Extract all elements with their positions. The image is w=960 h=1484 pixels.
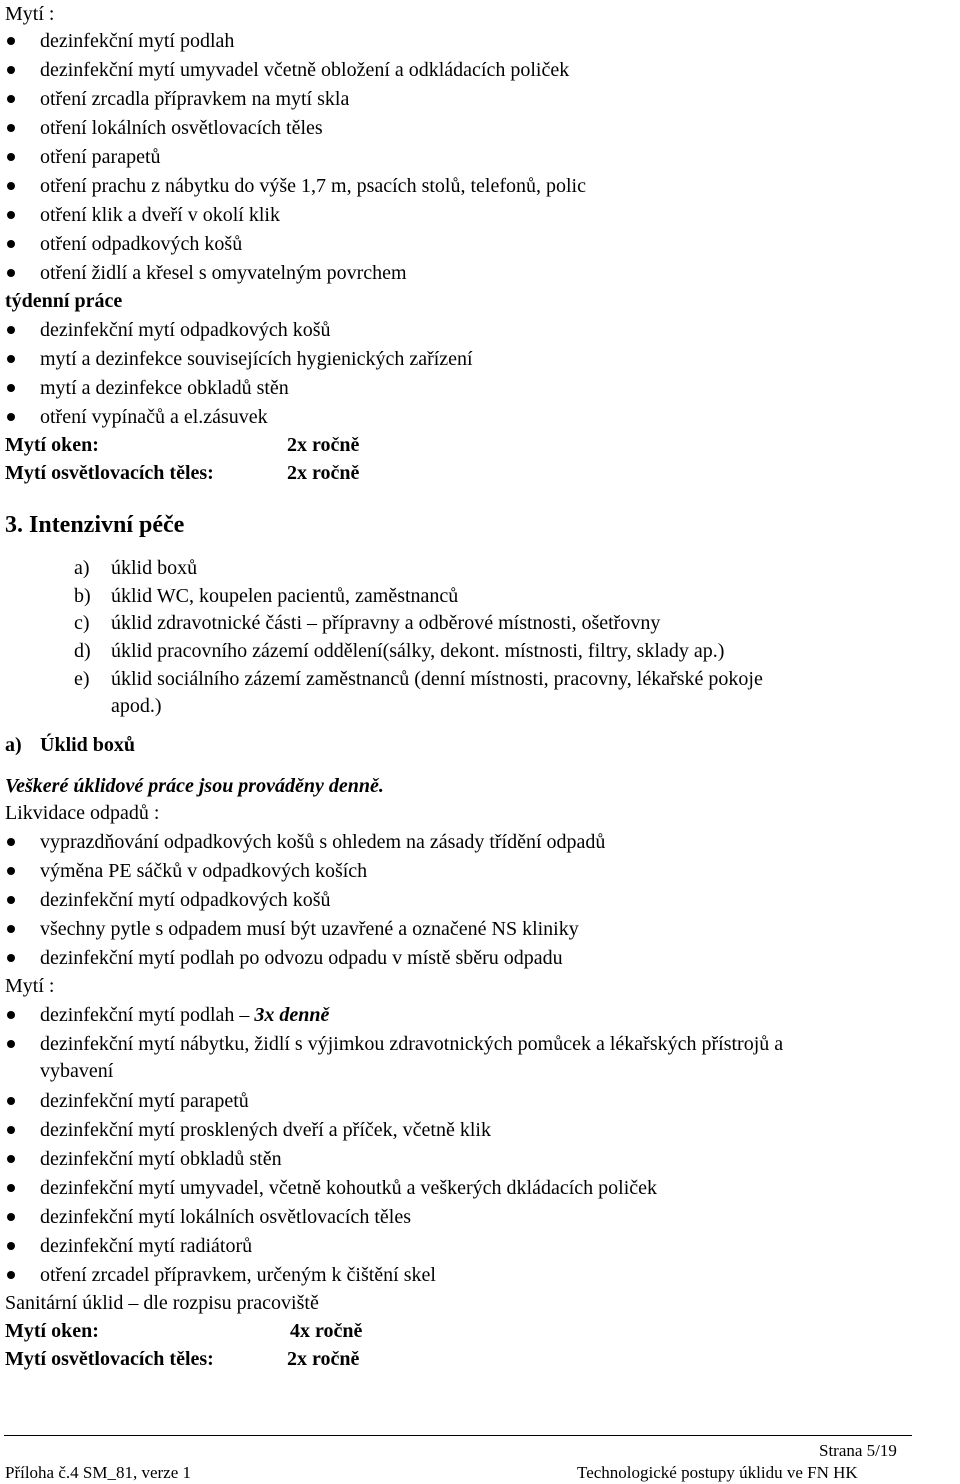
bullet bbox=[7, 240, 15, 248]
list-item: otření židlí a křesel s omyvatelným povrchem bbox=[40, 262, 407, 284]
windows-value: 2x ročně bbox=[287, 434, 360, 456]
list-item: dezinfekční mytí radiátorů bbox=[40, 1235, 253, 1257]
bullet bbox=[7, 384, 15, 392]
bullet bbox=[7, 1126, 15, 1134]
windows-value: 4x ročně bbox=[290, 1320, 363, 1342]
footer-right: Technologické postupy úklidu ve FN HK bbox=[577, 1463, 858, 1482]
bullet bbox=[7, 838, 15, 846]
list-letter: c) bbox=[74, 612, 90, 634]
list-item-continuation: apod.) bbox=[111, 695, 162, 717]
bullet bbox=[7, 211, 15, 219]
windows-label: Mytí oken: bbox=[5, 1320, 99, 1342]
page-number: Strana 5/19 bbox=[819, 1441, 897, 1460]
daily-note: Veškeré úklidové práce jsou prováděny denně. bbox=[5, 775, 384, 797]
bullet bbox=[7, 1155, 15, 1163]
list-item: dezinfekční mytí podlah po odvozu odpadu v místě sběru odpadu bbox=[40, 947, 563, 969]
bullet bbox=[7, 413, 15, 421]
waste-label: Likvidace odpadů : bbox=[5, 802, 160, 824]
list-item: dezinfekční mytí umyvadel včetně obložení a odkládacích poliček bbox=[40, 59, 570, 81]
sanitary-note: Sanitární úklid – dle rozpisu pracoviště bbox=[5, 1292, 319, 1314]
list-item: mytí a dezinfekce souvisejících hygienických zařízení bbox=[40, 348, 473, 370]
list-item-text: dezinfekční mytí podlah – bbox=[40, 1004, 250, 1026]
bullet bbox=[7, 1040, 15, 1048]
bullet bbox=[7, 954, 15, 962]
list-item: otření prachu z nábytku do výše 1,7 m, psacích stolů, telefonů, polic bbox=[40, 175, 586, 197]
section-heading: 3. Intenzivní péče bbox=[5, 512, 185, 538]
list-item bbox=[40, 1003, 329, 1027]
bullet bbox=[7, 182, 15, 190]
bullet bbox=[7, 925, 15, 933]
list-item: dezinfekční mytí prosklených dveří a příček, včetně klik bbox=[40, 1119, 491, 1141]
subsection-title: Úklid boxů bbox=[40, 734, 136, 756]
list-item: úklid pracovního zázemí oddělení(sálky, dekont. místnosti, filtry, sklady ap.) bbox=[111, 640, 725, 662]
bullet bbox=[7, 1242, 15, 1250]
bullet bbox=[7, 1097, 15, 1105]
list-item: otření odpadkových košů bbox=[40, 233, 243, 255]
list-item: vyprazdňování odpadkových košů s ohledem na zásady třídění odpadů bbox=[40, 831, 606, 853]
lights-label: Mytí osvětlovacích těles: bbox=[5, 462, 214, 484]
list-item: dezinfekční mytí lokálních osvětlovacích těles bbox=[40, 1206, 411, 1228]
lights-value: 2x ročně bbox=[287, 462, 360, 484]
list-item: mytí a dezinfekce obkladů stěn bbox=[40, 377, 289, 399]
footer-rule bbox=[4, 1435, 912, 1436]
list-item: dezinfekční mytí odpadkových košů bbox=[40, 319, 331, 341]
lights-value: 2x ročně bbox=[287, 1348, 360, 1370]
list-item: všechny pytle s odpadem musí být uzavřené a označené NS kliniky bbox=[40, 918, 579, 940]
list-item-continuation: vybavení bbox=[40, 1060, 114, 1082]
list-item: dezinfekční mytí obkladů stěn bbox=[40, 1148, 282, 1170]
list-item: otření klik a dveří v okolí klik bbox=[40, 204, 280, 226]
bullet bbox=[7, 37, 15, 45]
bullet bbox=[7, 153, 15, 161]
list-item: otření parapetů bbox=[40, 146, 161, 168]
bullet bbox=[7, 1011, 15, 1019]
list-letter: e) bbox=[74, 668, 90, 690]
bullet bbox=[7, 95, 15, 103]
bullet bbox=[7, 355, 15, 363]
subsection-letter: a) bbox=[5, 734, 22, 756]
bullet bbox=[7, 1271, 15, 1279]
bullet bbox=[7, 867, 15, 875]
list-item: úklid boxů bbox=[111, 557, 198, 579]
bullet bbox=[7, 1213, 15, 1221]
bullet bbox=[7, 1184, 15, 1192]
list-item: dezinfekční mytí nábytku, židlí s výjimkou zdravotnických pomůcek a lékařských přístrojů a bbox=[40, 1033, 784, 1055]
list-letter: a) bbox=[74, 557, 90, 579]
bullet bbox=[7, 124, 15, 132]
list-item: otření zrcadel přípravkem, určeným k čištění skel bbox=[40, 1264, 436, 1286]
section-label-myti: Mytí : bbox=[5, 975, 55, 997]
bullet bbox=[7, 326, 15, 334]
bullet bbox=[7, 66, 15, 74]
list-item: dezinfekční mytí podlah bbox=[40, 30, 235, 52]
list-item: otření lokálních osvětlovacích těles bbox=[40, 117, 323, 139]
list-item: otření zrcadla přípravkem na mytí skla bbox=[40, 88, 350, 110]
bullet bbox=[7, 269, 15, 277]
list-item: úklid WC, koupelen pacientů, zaměstnanců bbox=[111, 585, 459, 607]
section-label-myti: Mytí : bbox=[5, 3, 55, 25]
list-letter: d) bbox=[74, 640, 91, 662]
list-item: otření vypínačů a el.zásuvek bbox=[40, 406, 268, 428]
weekly-heading: týdenní práce bbox=[5, 290, 123, 312]
bullet bbox=[7, 896, 15, 904]
list-item: výměna PE sáčků v odpadkových koších bbox=[40, 860, 368, 882]
list-item: úklid zdravotnické části – přípravny a odběrové místnosti, ošetřovny bbox=[111, 612, 661, 634]
list-item: dezinfekční mytí umyvadel, včetně kohoutků a veškerých dkládacích poliček bbox=[40, 1177, 658, 1199]
lights-label: Mytí osvětlovacích těles: bbox=[5, 1348, 214, 1370]
footer-left: Příloha č.4 SM_81, verze 1 bbox=[5, 1463, 192, 1482]
list-item: dezinfekční mytí parapetů bbox=[40, 1090, 249, 1112]
frequency-emphasis: 3x denně bbox=[254, 1004, 330, 1026]
windows-label: Mytí oken: bbox=[5, 434, 99, 456]
list-item: úklid sociálního zázemí zaměstnanců (denní místnosti, pracovny, lékařské pokoje bbox=[111, 668, 763, 690]
list-letter: b) bbox=[74, 585, 91, 607]
list-item: dezinfekční mytí odpadkových košů bbox=[40, 889, 331, 911]
